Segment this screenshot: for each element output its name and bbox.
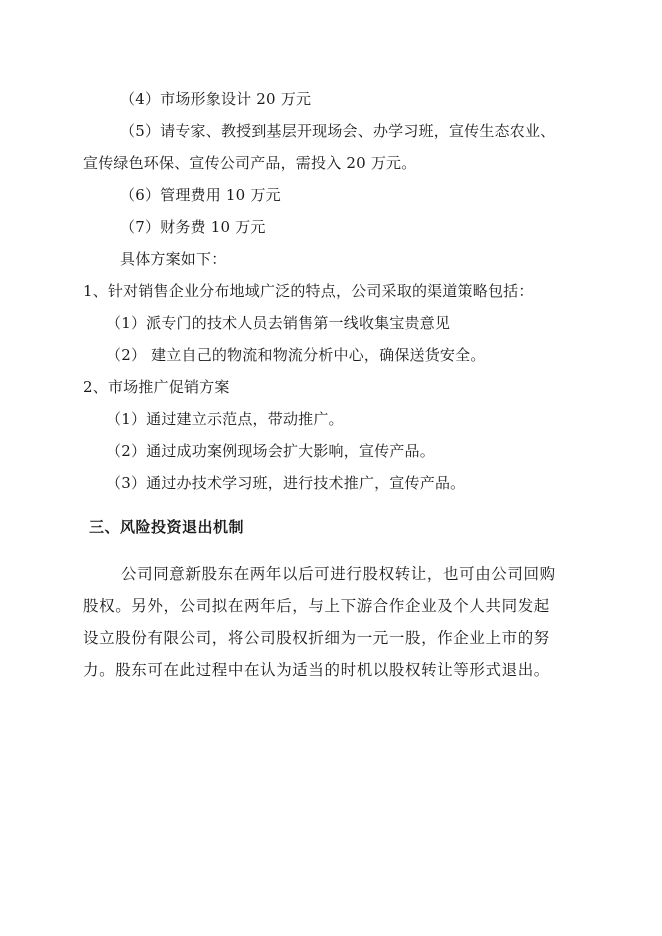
- cost-item-expert-training: （5）请专家、教授到基层开现场会、办学习班，宣传生态农业、: [120, 122, 556, 140]
- exit-paragraph-line: 力。股东可在此过程中在认为适当的时机以股权转让等形式退出。: [83, 661, 550, 679]
- promotion-item: （2）通过成功案例现场会扩大影响，宣传产品。: [106, 442, 435, 460]
- promotion-item: （3）通过办技术学习班，进行技术推广，宣传产品。: [106, 474, 466, 492]
- exit-paragraph-line: 设立股份有限公司，将公司股权折细为一元一股，作企业上市的努: [83, 629, 550, 647]
- cost-item-expert-training-continued: 宣传绿色环保、宣传公司产品，需投入 20 万元。: [83, 154, 417, 172]
- promotion-item: （1）通过建立示范点，带动推广。: [106, 410, 344, 428]
- cost-item-finance-fee: （7）财务费 10 万元: [120, 218, 266, 236]
- channel-strategy-title: 1、针对销售企业分布地域广泛的特点，公司采取的渠道策略包括：: [83, 282, 534, 300]
- exit-paragraph-line: 公司同意新股东在两年以后可进行股权转让，也可由公司回购: [121, 565, 556, 583]
- cost-item-management-fee: （6）管理费用 10 万元: [120, 186, 281, 204]
- promotion-title: 2、市场推广促销方案: [83, 378, 230, 396]
- cost-item-marketing-image: （4）市场形象设计 20 万元: [120, 90, 312, 108]
- exit-paragraph-line: 股权。另外，公司拟在两年后，与上下游合作企业及个人共同发起: [83, 597, 550, 615]
- section-heading: 三、风险投资退出机制: [89, 518, 245, 536]
- plan-intro: 具体方案如下：: [120, 250, 227, 268]
- channel-strategy-item: （2） 建立自己的物流和物流分析中心，确保送货安全。: [106, 346, 486, 364]
- channel-strategy-item: （1）派专门的技术人员去销售第一线收集宝贵意见: [106, 314, 451, 332]
